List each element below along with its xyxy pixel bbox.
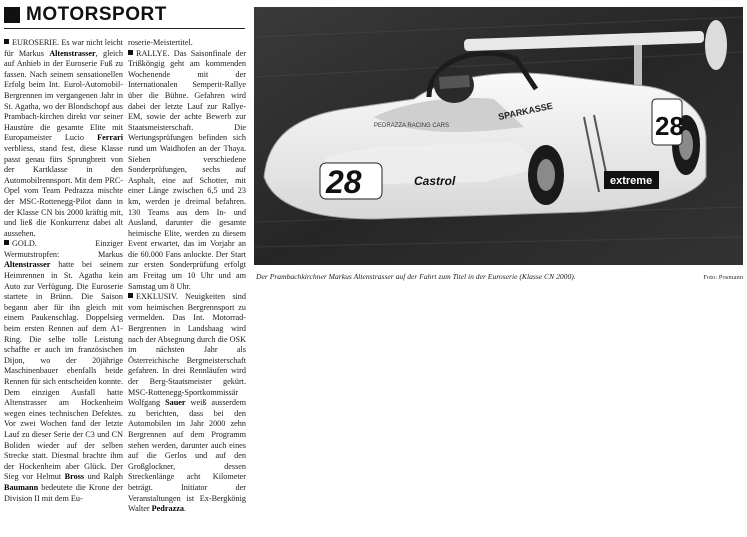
photo-caption: Der Prambachkirchner Markus Altenstrasser auf der Fahrt zum Titel in der Euroserie (Klasse CN 2000).: [256, 272, 576, 281]
sponsor-side-text: SPARKASSE: [497, 100, 554, 122]
header-square-icon: [4, 7, 20, 23]
sponsor-band-text: PEDRAZZA RACING CARS: [374, 123, 450, 129]
name-altenstrasser: Altenstrasser: [49, 48, 96, 58]
text-run: verbliess, stand fest, diese Klasse passt genau fürs Sprungbrett von der Kartklasse in den Automobilrennsport. Mit dem PRC-Opel vom Team Pedrazza mischte der MSC-Rottenegg-Pilot dann in der Klasse CN bis 2000 kräftig mit, und ließ die Konkurrenz dabei alt aussehen.: [4, 143, 123, 238]
text-run: roserie-Meistertitel.: [128, 38, 193, 47]
race-car-photo: [254, 7, 743, 265]
paragraph-rallye: [128, 49, 246, 293]
text-run: Einziger Wermutstropfen: Markus: [4, 239, 123, 259]
car-number-front: [320, 163, 382, 200]
text-run: Neuigkeiten sind vom heimischen Bergrennsport zu vermelden. Das Int. Motorrad-Bergrennen in Landshaag wird nach der Absegnung durch die OSK im nächsten Jahr als Österreichische Bergmeisterschaft gefahren. In drei Rennläufen wird der Berg-Staatsmeister gekürt. MSC-Rottenegg-Sportkommissär Wolfgang: [128, 292, 246, 408]
name-sauer: Sauer: [165, 398, 186, 408]
paragraph-continuation: [128, 38, 246, 49]
name-bross: Bross: [64, 472, 85, 482]
text-run: weiß ausserdem zu berichten, dass bei den Automobilen im Jahr 2000 zehn Bergrennen auf dem Programm stehen werden, darunter auch eines auf die Gerlos und auf den Großglockner, dessen Streckenlänge acht Kilometer beträgt. Initiator der Veranstaltungen ist Ex-Bergkönig Walter: [128, 398, 246, 514]
tag-exklusiv: EXKLUSIV.: [136, 292, 178, 302]
tag-euroserie: EUROSERIE.: [12, 38, 60, 47]
paragraph-euroserie: [4, 38, 123, 239]
text-run: Das Saisonfinale der Trißköngig geht am kommenden Wochenende mit der Internationalen Semperit-Rallye über die Bühne. Gefahren wird dabei der letzte Lauf zur Rallye-EM, sowie der achte Bewerb zur Staatsmeisterschaft. Die Wertungsprüfungen befinden sich rund um Waidhofen an der Thaya. Sieben verschiedene Sonderprüfungen, sechs auf Asphalt, eine auf Schotter, mit einer Länge zwischen 6,5 und 23 km, werden je dreimal befahren. 130 Teams aus dem In- und Ausland, darunter die gesamte heimische Elite, werden zu diesem Event erwartet, das im Vorjahr an die 60.000 Fans anlockte. Der Start zur ersten Sonderprüfung erfolgt am Freitag um 10 Uhr und am Samstag um 8 Uhr.: [128, 48, 246, 291]
bullet-square-icon: [4, 240, 9, 245]
text-run: .: [183, 504, 186, 514]
text-run: Es war nicht leicht für Markus: [4, 38, 123, 58]
name-altenstrasser: Altenstrasser: [4, 260, 51, 270]
tag-gold: GOLD.: [12, 239, 37, 249]
text-run: hatte bei seinem Heimrennen in St. Agatha kein Auto zur Verfügung. Die Euroserie startete in Brünn. Die Saison begann aber für ihn gleich mit einem Paukenschlag. Doppelsieg beim ersten Rennen auf dem A1-Ring. Die selbe tolle Leistung schaffte er auch im französischen Dijon, wo der 20jährige Maschinenbauer ebenfalls beide Rennen für sich entscheiden konnte. Dem einzigen Ausfall hatte Altenstrasser am Hockenheim wegen eines technischen Defektes. Vor zwei Wochen fand der letzte Lauf zu dieser Serie der C3 und CN Boliden wieder auf der selben Strecke statt. Diesmal brachte ihm der Hockenheim aber Glück. Der Sieg vor Helmut: [4, 260, 123, 482]
text-run: und Ralph: [87, 472, 123, 482]
sponsor-extreme-text: extreme: [610, 175, 653, 187]
paragraph-gold: [4, 239, 123, 504]
article-column-1: [4, 38, 123, 533]
name-ferrari: Ferrari: [97, 133, 123, 143]
sponsor-castrol-text: Castrol: [414, 174, 456, 188]
name-pedrazza: Pedrazza: [151, 504, 184, 514]
bullet-square-icon: [128, 293, 133, 298]
race-car-illustration: [254, 7, 743, 265]
car-number-side: [652, 99, 684, 145]
car-number-side-text: 28: [655, 111, 684, 141]
article-column-2: [128, 38, 246, 533]
paragraph-exklusiv: [128, 292, 246, 514]
name-baumann: Baumann: [4, 482, 39, 492]
section-header: [4, 4, 245, 29]
photo-credit: Foto: Posmann: [703, 274, 743, 281]
tag-rallye: RALLYE.: [136, 48, 170, 58]
text-run: bedeutete die Krone der Division II mit dem Eu-: [4, 482, 123, 503]
text-run: , gleich auf Anhieb in der Euroserie Fuß zu fassen. Nach seinem sensationellen Erfolg beim Int. Eurol-Automobil-Bergrennen im vergangenen Jahr in St. Agatha, wo der Blondschopf aus Prambach-kirchen direkt vor seiner Haustüre die gesamte Elite mit Europameister Lucio: [4, 48, 123, 143]
sponsor-extreme-logo: [604, 171, 659, 189]
car-number: 28: [326, 164, 362, 200]
bullet-square-icon: [4, 39, 9, 44]
section-title: MOTORSPORT: [26, 4, 167, 25]
bullet-square-icon: [128, 50, 133, 55]
